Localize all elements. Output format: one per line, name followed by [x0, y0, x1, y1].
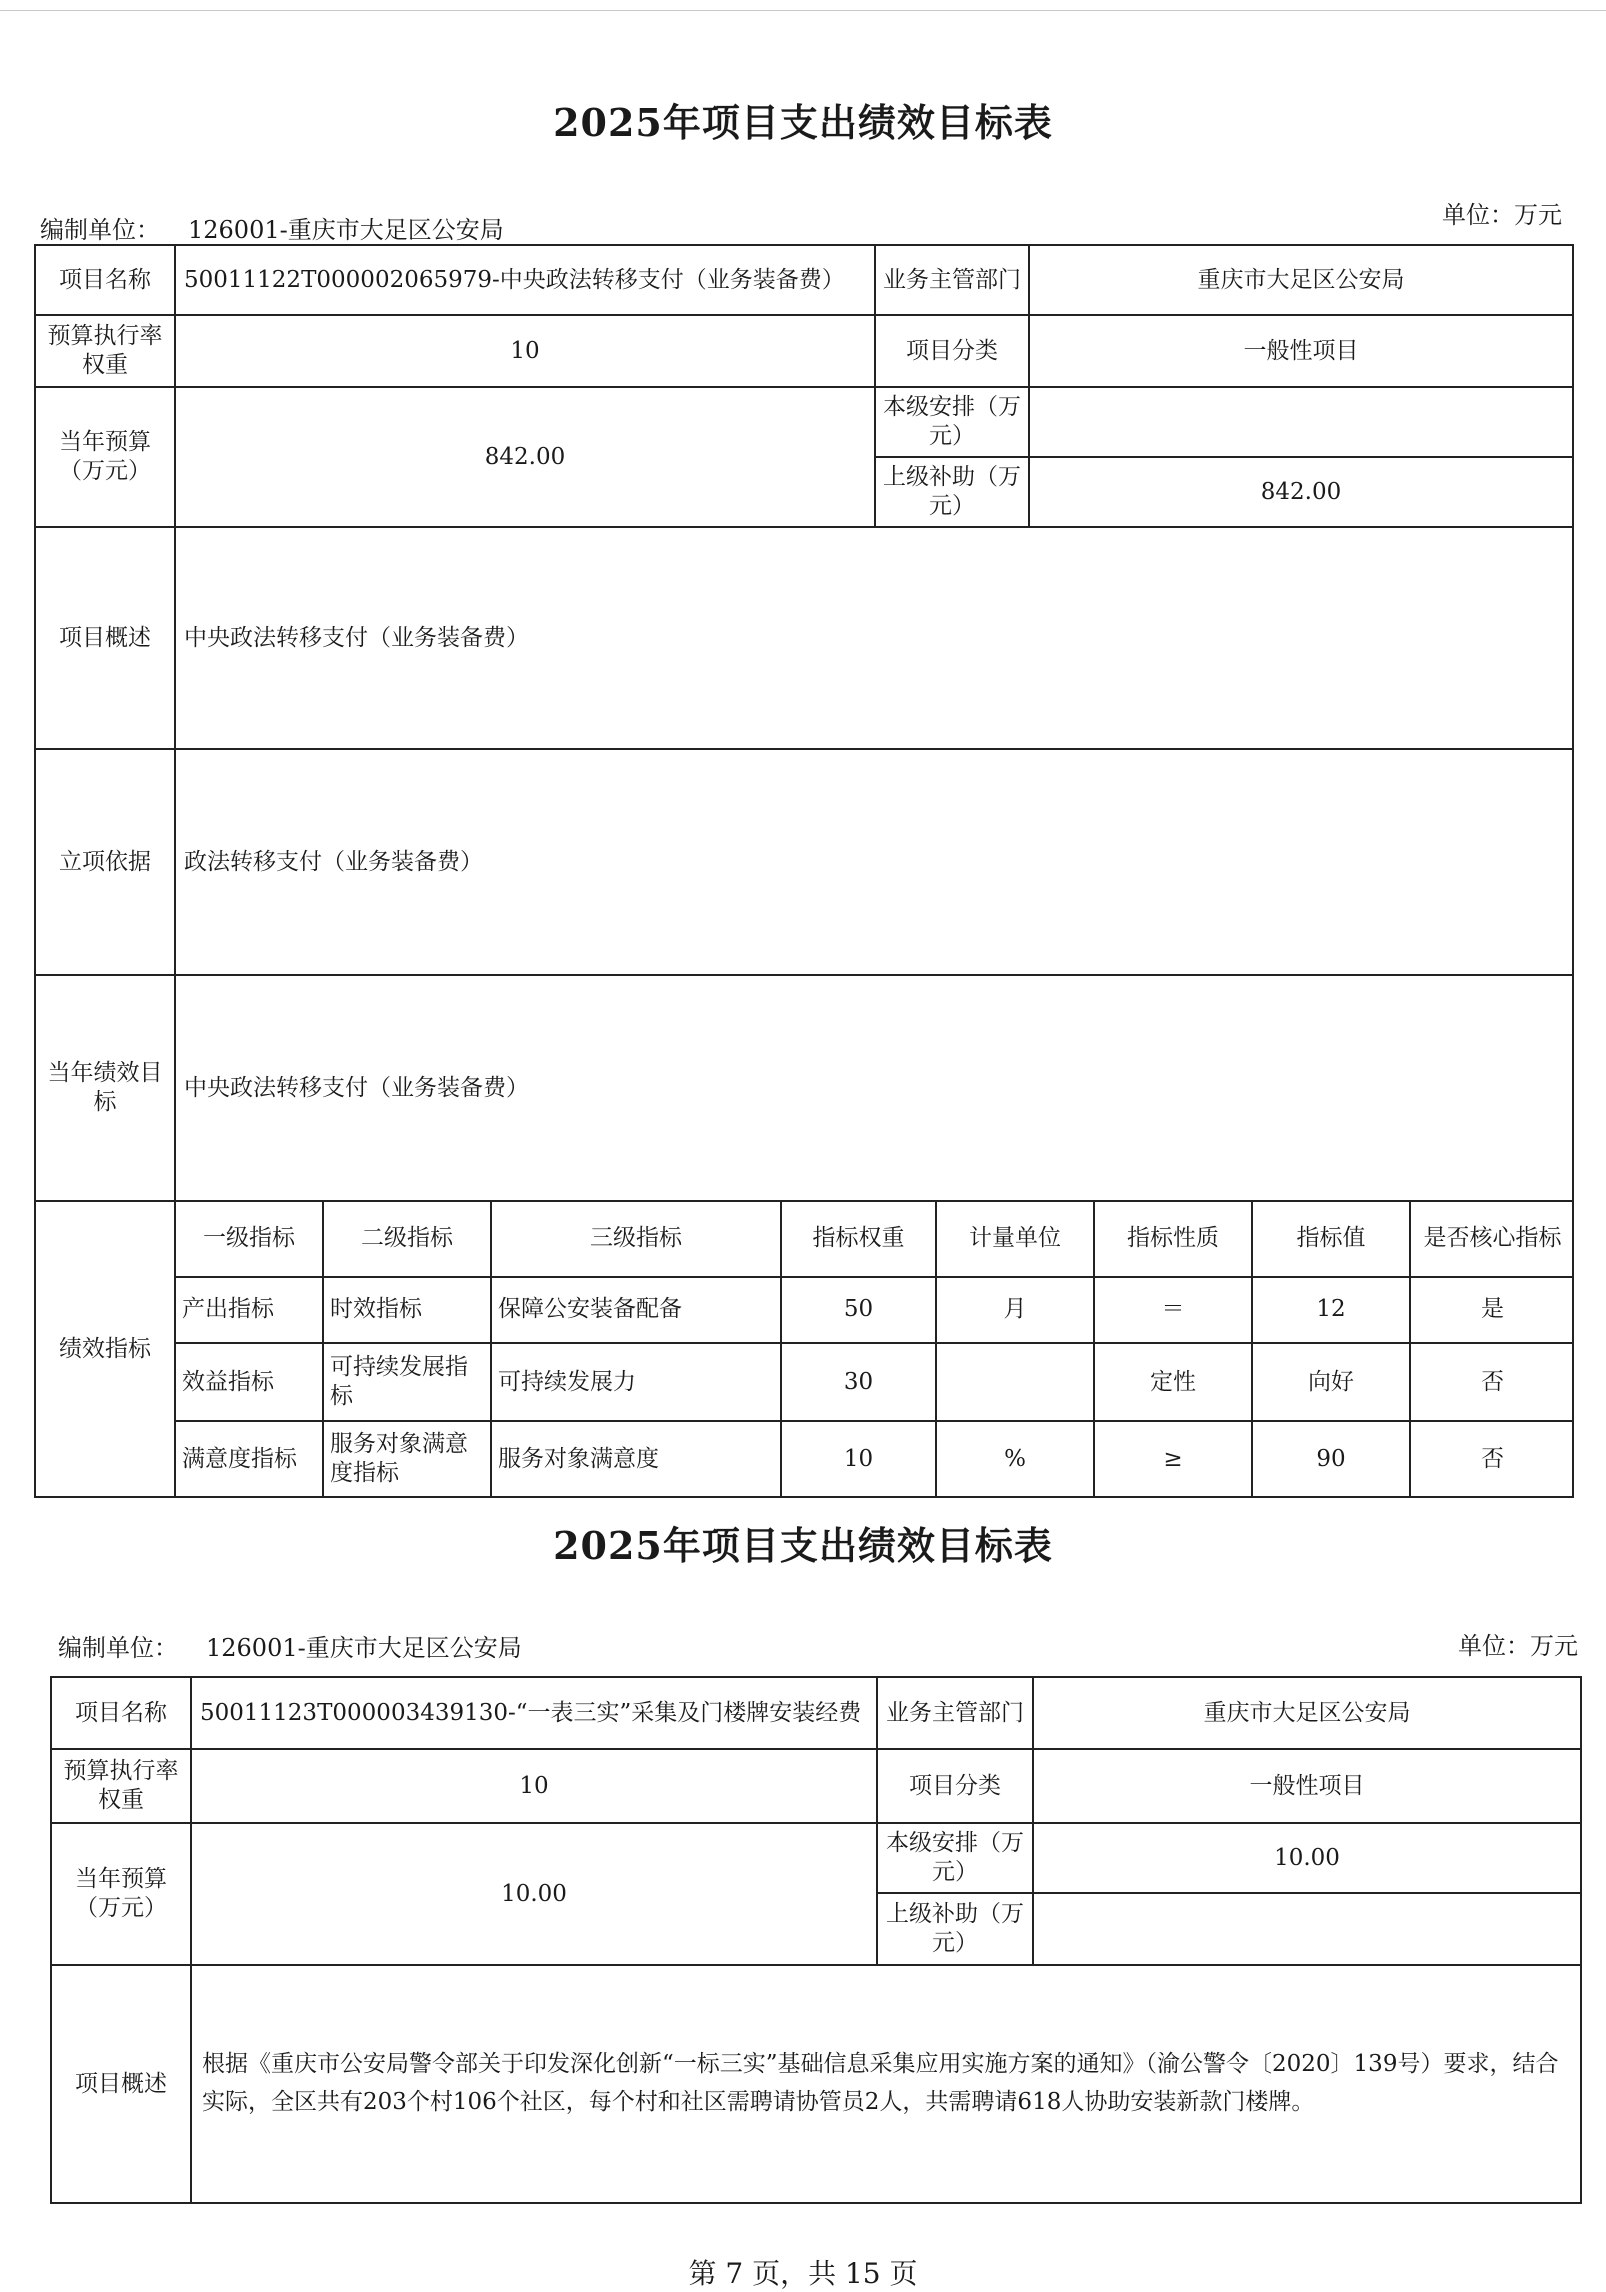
indicator-row: [176, 1421, 1573, 1496]
overview-value: 中央政法转移支付（业务装备费）: [175, 527, 1573, 749]
dept-label: 业务主管部门: [875, 245, 1029, 315]
indicator-cell: 定性: [1094, 1343, 1252, 1422]
indicator-cell: 50: [781, 1277, 936, 1343]
indicator-cell: 90: [1252, 1421, 1410, 1496]
performance-table-1: [34, 244, 1574, 1498]
indicator-header: 一级指标: [176, 1202, 323, 1277]
indicator-cell: 效益指标: [176, 1343, 323, 1422]
indicator-header: 计量单位: [936, 1202, 1094, 1277]
exec-weight-value: 10: [191, 1749, 877, 1823]
currency-unit-2: 单位：万元: [1458, 1632, 1578, 1660]
indicator-cell: ≥: [1094, 1421, 1252, 1496]
indicator-cell: ＝: [1094, 1277, 1252, 1343]
superior-value: [1033, 1893, 1581, 1965]
goal-label: 当年绩效目标: [35, 975, 175, 1201]
local-label: 本级安排（万元）: [877, 1823, 1033, 1893]
exec-weight-label: 预算执行率权重: [51, 1749, 191, 1823]
indicator-cell: %: [936, 1421, 1094, 1496]
compiling-unit-value: 126001-重庆市大足区公安局: [188, 216, 504, 244]
superior-label: 上级补助（万元）: [877, 1893, 1033, 1965]
indicator-header: 指标值: [1252, 1202, 1410, 1277]
project-name-label: 项目名称: [51, 1677, 191, 1749]
compiling-unit-label: 编制单位：: [40, 216, 160, 244]
indicator-header: 指标性质: [1094, 1202, 1252, 1277]
compiling-unit-2: [58, 1628, 522, 1663]
indicator-cell: 12: [1252, 1277, 1410, 1343]
indicators-label: 绩效指标: [35, 1201, 175, 1497]
superior-value: 842.00: [1029, 457, 1573, 527]
overview-label: 项目概述: [51, 1965, 191, 2203]
scan-top-edge: [0, 10, 1606, 11]
indicator-cell: 否: [1410, 1343, 1573, 1422]
project-name-label: 项目名称: [35, 245, 175, 315]
indicator-cell: 时效指标: [323, 1277, 491, 1343]
indicators-cell: [175, 1201, 1573, 1497]
currency-unit: 单位：万元: [1442, 201, 1562, 229]
exec-weight-value: 10: [175, 315, 875, 387]
compiling-unit-value: 126001-重庆市大足区公安局: [206, 1634, 522, 1662]
project-name-value: 50011122T000002065979-中央政法转移支付（业务装备费）: [175, 245, 875, 315]
local-label: 本级安排（万元）: [875, 387, 1029, 457]
dept-label: 业务主管部门: [877, 1677, 1033, 1749]
category-value: 一般性项目: [1033, 1749, 1581, 1823]
indicator-cell: 产出指标: [176, 1277, 323, 1343]
compiling-unit-label: 编制单位：: [58, 1634, 178, 1662]
page-title: 2025年项目支出绩效目标表: [553, 100, 1053, 145]
page-number: 第 7 页，共 15 页: [688, 2257, 918, 2290]
indicator-row: [176, 1343, 1573, 1422]
overview-value: 根据《重庆市公安局警令部关于印发深化创新“一标三实”基础信息采集应用实施方案的通知》（渝公警令〔2020〕139号）要求，结合实际，全区共有203个村106个社区，每个村和社区需聘请协管员2人，共需聘请618人协助安装新款门楼牌。: [191, 1965, 1581, 2203]
indicator-cell: 30: [781, 1343, 936, 1422]
indicator-cell: 满意度指标: [176, 1421, 323, 1496]
budget-value: 842.00: [175, 387, 875, 527]
basis-value: 政法转移支付（业务装备费）: [175, 749, 1573, 975]
indicator-header: 二级指标: [323, 1202, 491, 1277]
indicator-cell: 可持续发展指标: [323, 1343, 491, 1422]
indicator-header: 三级指标: [491, 1202, 781, 1277]
category-label: 项目分类: [877, 1749, 1033, 1823]
project-name-value: 50011123T000003439130-“一表三实”采集及门楼牌安装经费: [191, 1677, 877, 1749]
indicator-cell: 10: [781, 1421, 936, 1496]
basis-label: 立项依据: [35, 749, 175, 975]
indicator-row: [176, 1277, 1573, 1343]
indicator-cell: 服务对象满意度: [491, 1421, 781, 1496]
indicator-cell: 保障公安装备配备: [491, 1277, 781, 1343]
budget-label: 当年预算（万元）: [35, 387, 175, 527]
category-value: 一般性项目: [1029, 315, 1573, 387]
indicator-cell: 向好: [1252, 1343, 1410, 1422]
budget-value: 10.00: [191, 1823, 877, 1965]
indicator-cell: [936, 1343, 1094, 1422]
page-title-2: 2025年项目支出绩效目标表: [553, 1523, 1053, 1568]
indicator-cell: 可持续发展力: [491, 1343, 781, 1422]
performance-table-2: [50, 1676, 1582, 2204]
compiling-unit: [40, 210, 504, 245]
exec-weight-label: 预算执行率权重: [35, 315, 175, 387]
local-value: [1029, 387, 1573, 457]
indicator-header: 指标权重: [781, 1202, 936, 1277]
indicator-cell: 服务对象满意度指标: [323, 1421, 491, 1496]
local-value: 10.00: [1033, 1823, 1581, 1893]
indicator-cell: 否: [1410, 1421, 1573, 1496]
dept-value: 重庆市大足区公安局: [1029, 245, 1573, 315]
dept-value: 重庆市大足区公安局: [1033, 1677, 1581, 1749]
goal-value: 中央政法转移支付（业务装备费）: [175, 975, 1573, 1201]
indicators-table: [176, 1202, 1573, 1496]
overview-label: 项目概述: [35, 527, 175, 749]
budget-label: 当年预算（万元）: [51, 1823, 191, 1965]
indicator-header: 是否核心指标: [1410, 1202, 1573, 1277]
indicator-cell: 是: [1410, 1277, 1573, 1343]
indicator-cell: 月: [936, 1277, 1094, 1343]
category-label: 项目分类: [875, 315, 1029, 387]
superior-label: 上级补助（万元）: [875, 457, 1029, 527]
